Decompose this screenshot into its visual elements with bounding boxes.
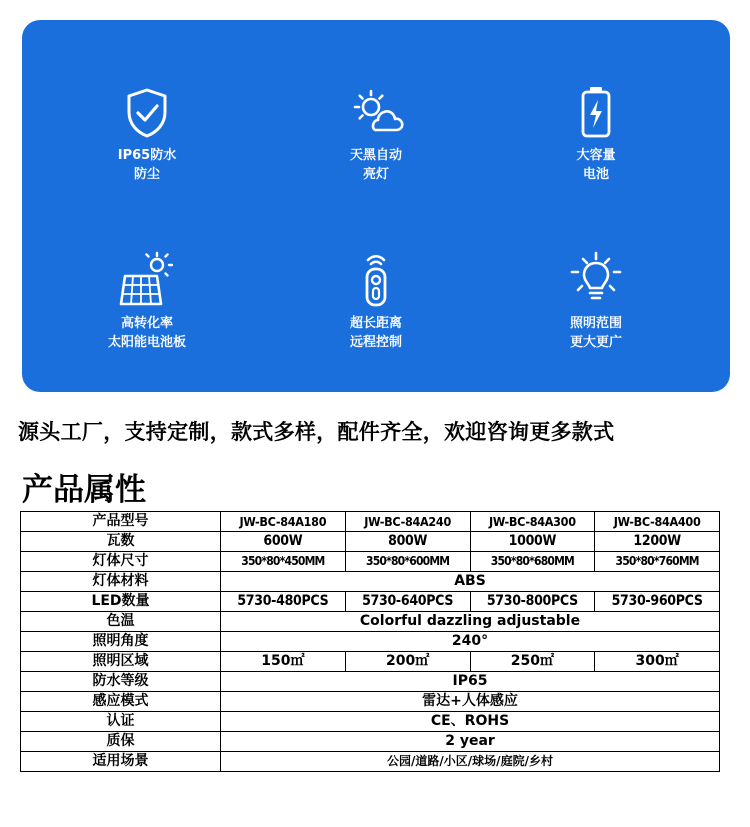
size-cell: 350*80*760MM bbox=[595, 552, 720, 572]
row-label: 适用场景 bbox=[21, 752, 221, 772]
row-label: 灯体尺寸 bbox=[21, 552, 221, 572]
warranty-cell: 2 year bbox=[221, 732, 720, 752]
feature-label-line2: 远程控制 bbox=[349, 335, 402, 350]
model-cell: JW-BC-84A240 bbox=[345, 512, 470, 532]
bulb-icon bbox=[566, 250, 626, 310]
table-row bbox=[21, 572, 720, 592]
table-row bbox=[21, 732, 720, 752]
feature-solar-panel bbox=[67, 250, 227, 352]
slogan: 源头工厂，支持定制，款式多样，配件齐全，欢迎咨询更多款式 bbox=[18, 420, 615, 444]
watt-cell: 1200W bbox=[595, 532, 720, 552]
solar-panel-icon bbox=[117, 250, 177, 310]
feature-label-line1: 超长距离 bbox=[349, 316, 402, 331]
color-temperature-cell: Colorful dazzling adjustable bbox=[221, 612, 720, 632]
scene-cell: 公园/道路/小区/球场/庭院/乡村 bbox=[221, 752, 720, 772]
feature-label-line1: 大容量 bbox=[576, 148, 616, 163]
watt-cell: 600W bbox=[221, 532, 346, 552]
angle-cell: 240° bbox=[221, 632, 720, 652]
area-cell: 200㎡ bbox=[345, 652, 470, 672]
sun-cloud-icon bbox=[346, 82, 406, 142]
row-label: 产品型号 bbox=[21, 512, 221, 532]
table-row bbox=[21, 512, 720, 532]
led-cell: 5730-960PCS bbox=[595, 592, 720, 612]
feature-lighting-range bbox=[516, 250, 676, 352]
feature-waterproof bbox=[67, 82, 227, 184]
table-row bbox=[21, 532, 720, 552]
row-label: 质保 bbox=[21, 732, 221, 752]
row-label: LED数量 bbox=[21, 592, 221, 612]
feature-panel bbox=[22, 20, 730, 392]
model-cell: JW-BC-84A300 bbox=[470, 512, 595, 532]
shield-check-icon bbox=[117, 82, 177, 142]
feature-battery bbox=[516, 82, 676, 184]
battery-icon bbox=[566, 82, 626, 142]
cert-cell: CE、ROHS bbox=[221, 712, 720, 732]
table-row bbox=[21, 652, 720, 672]
feature-label-line1: 照明范围 bbox=[569, 316, 622, 331]
table-row bbox=[21, 692, 720, 712]
size-cell: 350*80*680MM bbox=[470, 552, 595, 572]
feature-label-line1: 天黑自动 bbox=[349, 148, 402, 163]
watt-cell: 1000W bbox=[470, 532, 595, 552]
area-cell: 250㎡ bbox=[470, 652, 595, 672]
remote-control-icon bbox=[346, 250, 406, 310]
row-label: 感应模式 bbox=[21, 692, 221, 712]
row-label: 认证 bbox=[21, 712, 221, 732]
waterproof-cell: IP65 bbox=[221, 672, 720, 692]
table-row bbox=[21, 552, 720, 572]
sensor-cell: 雷达+人体感应 bbox=[221, 692, 720, 712]
table-row bbox=[21, 632, 720, 652]
section-title: 产品属性 bbox=[22, 472, 146, 508]
model-cell: JW-BC-84A180 bbox=[221, 512, 346, 532]
material-cell: ABS bbox=[221, 572, 720, 592]
table-row bbox=[21, 752, 720, 772]
watt-cell: 800W bbox=[345, 532, 470, 552]
feature-label-line2: 电池 bbox=[582, 167, 609, 182]
row-label: 瓦数 bbox=[21, 532, 221, 552]
feature-label-line2: 太阳能电池板 bbox=[107, 335, 186, 350]
led-cell: 5730-480PCS bbox=[221, 592, 346, 612]
table-row bbox=[21, 712, 720, 732]
table-row bbox=[21, 612, 720, 632]
feature-label-line2: 防尘 bbox=[133, 167, 160, 182]
feature-label-line1: IP65防水 bbox=[117, 148, 177, 163]
spec-table bbox=[20, 511, 720, 772]
row-label: 照明角度 bbox=[21, 632, 221, 652]
row-label: 防水等级 bbox=[21, 672, 221, 692]
table-row bbox=[21, 592, 720, 612]
led-cell: 5730-800PCS bbox=[470, 592, 595, 612]
size-cell: 350*80*600MM bbox=[345, 552, 470, 572]
feature-label-line2: 更大更广 bbox=[569, 335, 622, 350]
led-cell: 5730-640PCS bbox=[345, 592, 470, 612]
row-label: 灯体材料 bbox=[21, 572, 221, 592]
feature-label-line2: 亮灯 bbox=[362, 167, 389, 182]
area-cell: 150㎡ bbox=[221, 652, 346, 672]
row-label: 色温 bbox=[21, 612, 221, 632]
model-cell: JW-BC-84A400 bbox=[595, 512, 720, 532]
row-label: 照明区域 bbox=[21, 652, 221, 672]
feature-remote-control bbox=[296, 250, 456, 352]
table-row bbox=[21, 672, 720, 692]
size-cell: 350*80*450MM bbox=[221, 552, 346, 572]
feature-auto-light bbox=[296, 82, 456, 184]
area-cell: 300㎡ bbox=[595, 652, 720, 672]
feature-label-line1: 高转化率 bbox=[120, 316, 173, 331]
